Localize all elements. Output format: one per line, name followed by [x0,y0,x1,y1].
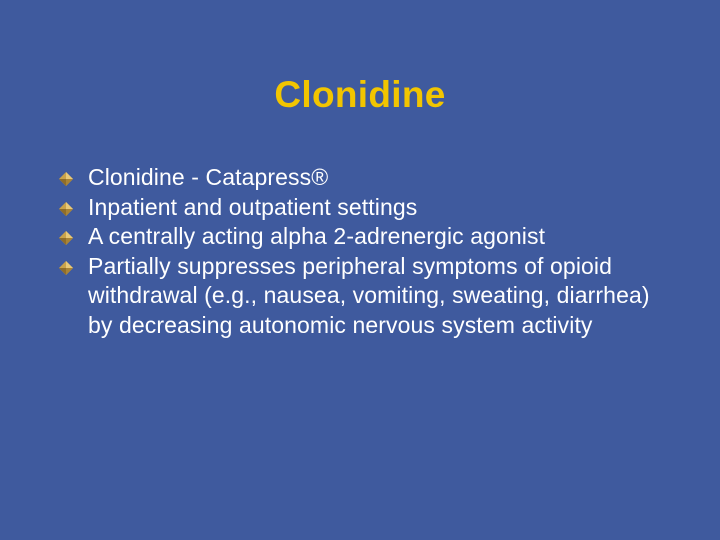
diamond-bullet-icon [58,171,74,187]
bullet-item [58,252,678,341]
bullet-text: Clonidine - Catapress® [88,164,329,190]
diamond-bullet-icon [58,230,74,246]
bullet-text: A centrally acting alpha 2-adrenergic agonist [88,223,546,249]
slide-title: Clonidine [274,74,446,115]
bullet-list [58,163,678,340]
diamond-bullet-icon [58,201,74,217]
bullet-item [58,163,678,193]
diamond-bullet-icon [58,260,74,276]
bullet-item [58,193,678,223]
bullet-text: Partially suppresses peripheral symptoms of opioid withdrawal (e.g., nausea, vomiting, sweating, diarrhea) by decreasing autonomic nervous system activity [88,252,650,338]
bullet-item [58,222,678,252]
bullet-text: Inpatient and outpatient settings [88,193,418,220]
